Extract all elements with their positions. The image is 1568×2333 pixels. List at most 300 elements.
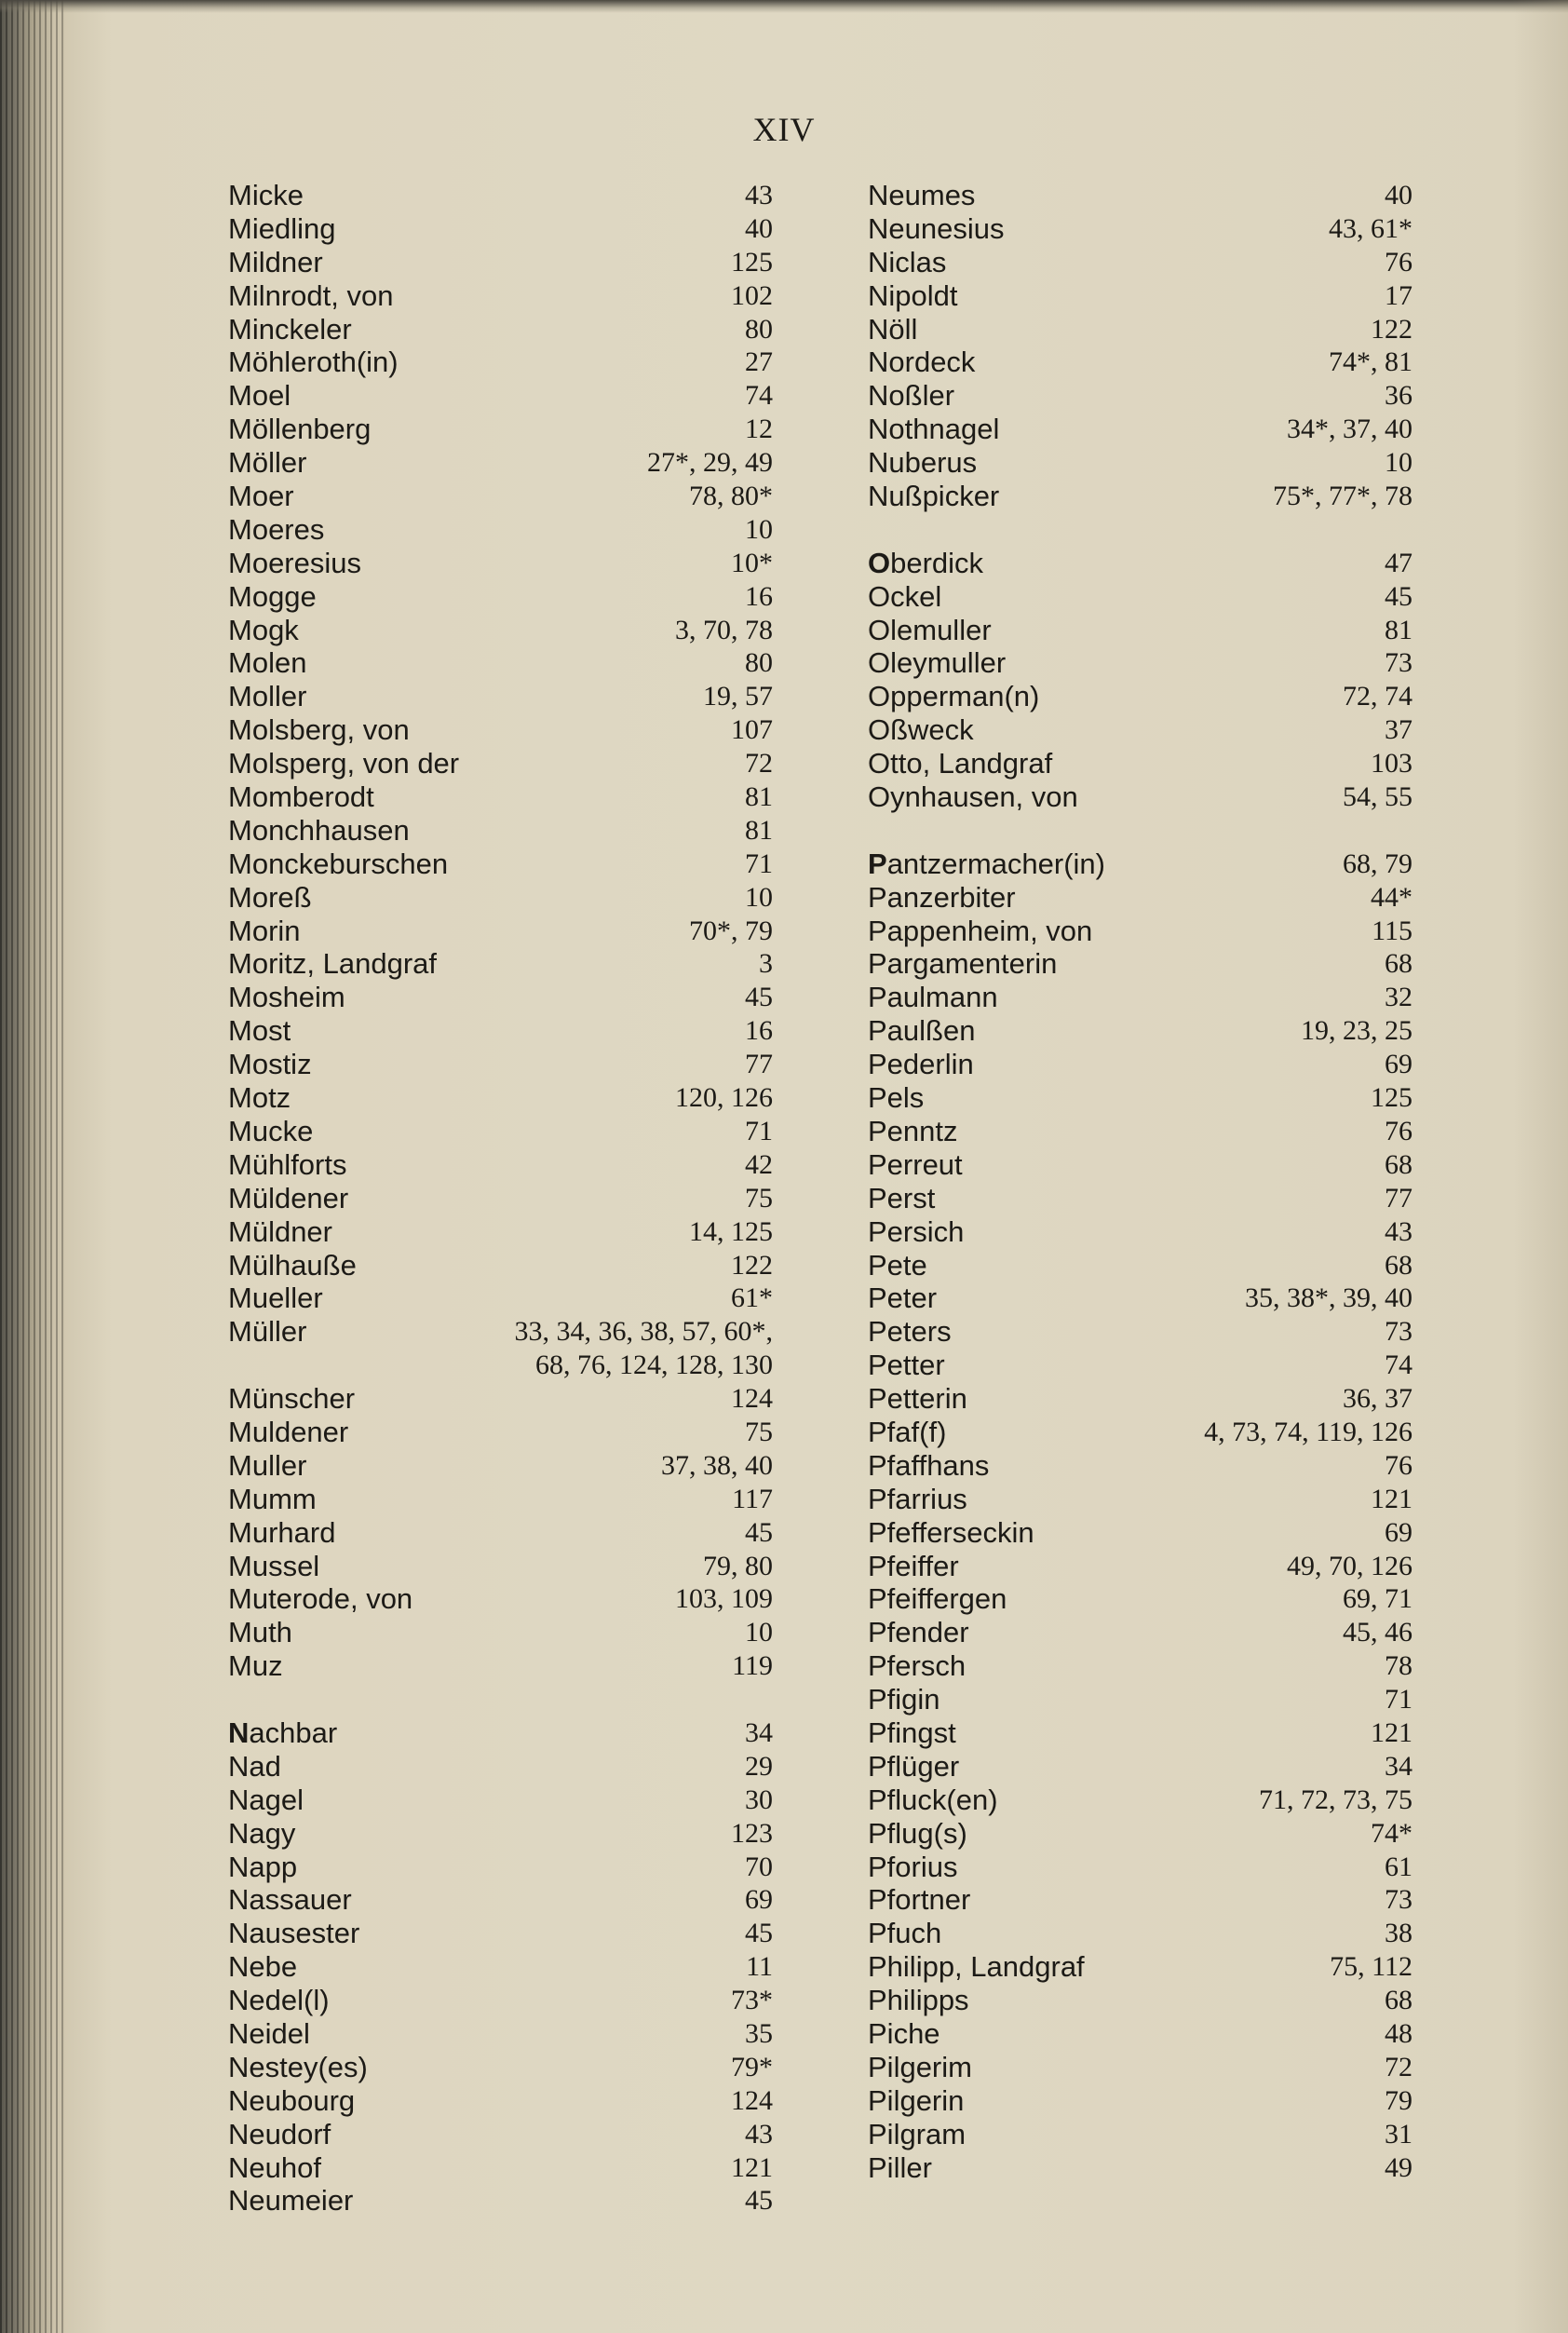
index-entry-name: Pfefferseckin (868, 1515, 1034, 1549)
index-entry-pages: 79* (731, 2051, 773, 2082)
index-entry-name: Miedling (228, 211, 336, 245)
index-entry-pages: 73 (1385, 1884, 1413, 1916)
index-entry (868, 480, 1413, 513)
index-entry-pages: 3 (759, 948, 773, 980)
index-entry-pages: 74 (1385, 1350, 1413, 1381)
index-entry-pages: 76 (1385, 1115, 1413, 1146)
index-entry-name: Pete (868, 1248, 927, 1282)
index-entry-pages: 81 (745, 814, 773, 846)
index-entry-pages: 38 (1385, 1918, 1413, 1949)
index-entry-name: Pappenheim, von (868, 914, 1093, 947)
index-entry-pages: 49, 70, 126 (1287, 1550, 1413, 1581)
index-entry (868, 915, 1413, 948)
index-entry (228, 2084, 773, 2118)
page-stack-edges (0, 0, 65, 2333)
index-entry-name: Pfortner (868, 1883, 971, 1917)
index-entry (228, 1416, 773, 1449)
index-entry-name: Milnrodt, von (228, 278, 394, 312)
index-entry-name: Motz (228, 1081, 291, 1115)
index-entry (868, 1449, 1413, 1483)
section-gap (868, 513, 1413, 547)
index-entry (868, 1784, 1413, 1817)
index-entry-name: Most (228, 1014, 291, 1048)
index-entry (228, 814, 773, 848)
index-entry (228, 1249, 773, 1282)
index-entry (868, 1550, 1413, 1583)
index-entry (868, 713, 1413, 747)
index-entry-pages: 35 (745, 2018, 773, 2049)
index-entry-pages: 27 (745, 346, 773, 378)
index-entry-name: Neubourg (228, 2083, 356, 2117)
index-entry-pages: 115 (1372, 915, 1413, 946)
index-entry (868, 2051, 1413, 2084)
index-entry-name: Nad (228, 1749, 281, 1783)
index-entry-name: Müldener (228, 1181, 349, 1214)
index-entry (868, 1984, 1413, 2017)
index-entry-pages: 48 (1385, 2017, 1413, 2049)
index-entry-name: Pforius (868, 1850, 958, 1883)
index-entry-pages: 70*, 79 (689, 915, 773, 946)
index-entry-name: Mülhauße (228, 1248, 357, 1282)
index-entry-name: Neunesius (868, 211, 1005, 245)
index-entry-name: Muldener (228, 1415, 349, 1448)
index-entry (868, 1649, 1413, 1683)
index-entry (228, 1048, 773, 1081)
index-entry-name: Penntz (868, 1114, 958, 1147)
index-entry (228, 1382, 773, 1416)
index-entry (868, 1249, 1413, 1282)
index-entry-pages: 68 (1385, 948, 1413, 980)
index-entry (228, 780, 773, 814)
index-entry-name: Molen (228, 646, 307, 680)
index-entry-name-rest: berdick (890, 546, 984, 579)
index-entry-pages: 42 (745, 1148, 773, 1180)
index-entry-name: Paulßen (868, 1014, 976, 1048)
index-entry-pages: 3, 70, 78 (675, 614, 773, 645)
index-entry-pages: 72 (745, 748, 773, 780)
index-entry-name: Mostiz (228, 1048, 312, 1081)
index-entry-name: Nagel (228, 1783, 304, 1816)
index-entry-name: Pfuch (868, 1917, 942, 1950)
index-entry (228, 1148, 773, 1182)
index-entry-pages: 70 (745, 1851, 773, 1882)
index-entry-name: Müldner (228, 1214, 332, 1248)
index-entry (868, 614, 1413, 647)
index-entry-name: Pfeiffergen (868, 1582, 1007, 1616)
index-entry-name: Mussel (228, 1549, 320, 1582)
index-entry-name: Pfarrius (868, 1482, 967, 1515)
index-entry-name: Pfaffhans (868, 1448, 990, 1482)
index-entry (228, 413, 773, 446)
index-entry-pages: 79 (1385, 2084, 1413, 2116)
index-entry (868, 246, 1413, 279)
index-entry (228, 981, 773, 1014)
index-entry-name: Moeres (228, 512, 325, 546)
index-entry (228, 646, 773, 680)
index-entry-pages: 123 (731, 1817, 773, 1849)
index-entry-name: Nußpicker (868, 480, 1000, 513)
index-entry (228, 1649, 773, 1683)
index-entry-name: Olemuller (868, 613, 992, 646)
index-entry-pages: 10* (731, 547, 773, 578)
index-entry-pages: 76 (1385, 1449, 1413, 1481)
index-entry (868, 747, 1413, 780)
index-entry-pages: 124 (731, 2084, 773, 2116)
index-entry-name: Mosheim (228, 981, 345, 1014)
index-entry-name: Pfaf(f) (868, 1415, 947, 1448)
index-entry-name: Muterode, von (228, 1582, 413, 1616)
index-entry (228, 1750, 773, 1784)
index-entry (868, 981, 1413, 1014)
index-entry (228, 1917, 773, 1950)
index-entry-pages: 10 (745, 513, 773, 545)
index-entry (868, 1582, 1413, 1616)
index-entry (868, 1817, 1413, 1851)
index-entry (868, 1382, 1413, 1416)
index-entry (868, 2084, 1413, 2118)
index-entry-name: Moreß (228, 880, 312, 914)
index-entry (228, 179, 773, 212)
index-entry (868, 947, 1413, 981)
index-entry (868, 212, 1413, 246)
index-entry-name: Muth (228, 1616, 292, 1649)
index-entry-pages: 44* (1371, 881, 1413, 913)
index-entry (228, 1984, 773, 2017)
index-entry-pages: 81 (745, 781, 773, 813)
index-entry-name: Pfender (868, 1616, 969, 1649)
index-entry (228, 1817, 773, 1851)
section-initial-letter: N (228, 1716, 250, 1749)
index-entry-pages: 125 (1371, 1082, 1413, 1114)
index-entry-pages: 19, 57 (703, 681, 773, 712)
index-entry-pages: 4, 73, 74, 119, 126 (1204, 1416, 1413, 1447)
index-entry-name: Nöll (868, 312, 918, 346)
index-entry-name: Oleymuller (868, 646, 1007, 680)
index-entry-pages: 34*, 37, 40 (1287, 414, 1413, 445)
index-entry-pages: 68, 79 (1343, 848, 1413, 879)
index-entry-name: Pederlin (868, 1048, 974, 1081)
index-entry-pages: 72, 74 (1343, 681, 1413, 712)
index-entry-name: Niclas (868, 245, 947, 278)
index-entry (228, 480, 773, 513)
index-entry-name-rest: antzermacher(in) (886, 847, 1105, 880)
index-entry-pages: 37, 38, 40 (661, 1449, 773, 1481)
index-entry-name: Neumes (868, 179, 976, 211)
index-entry (228, 2151, 773, 2185)
index-entry (868, 279, 1413, 313)
index-entry-pages: 16 (745, 1015, 773, 1047)
index-entry-name: Pfluck(en) (868, 1783, 998, 1816)
index-entry (228, 1115, 773, 1148)
index-entry (228, 313, 773, 346)
index-entry (868, 1851, 1413, 1884)
index-entry (228, 1716, 773, 1750)
index-entry (868, 1616, 1413, 1649)
index-entry (228, 547, 773, 580)
index-entry-pages: 81 (1385, 614, 1413, 645)
index-entry (228, 1449, 773, 1483)
index-entry-name: Pfersch (868, 1649, 966, 1683)
index-entry-pages: 43 (745, 2118, 773, 2150)
index-entry (868, 1048, 1413, 1081)
index-entry-pages: 11 (746, 1951, 773, 1983)
index-entry-pages: 35, 38*, 39, 40 (1245, 1282, 1413, 1314)
index-entry-pages: 47 (1385, 547, 1413, 578)
index-entry-name: Mildner (228, 245, 323, 278)
index-entry (228, 1081, 773, 1115)
index-entry-name: Noßler (868, 379, 955, 413)
index-entry-name: Nebe (228, 1950, 298, 1984)
index-entry-pages: 31 (1385, 2118, 1413, 2150)
index-entry-pages: 73 (1385, 647, 1413, 679)
index-entry-name: Molsperg, von der (228, 747, 460, 780)
index-entry-pages: 54, 55 (1343, 781, 1413, 813)
index-entry (868, 1416, 1413, 1449)
index-entry (868, 1750, 1413, 1784)
index-entry-pages: 122 (731, 1249, 773, 1281)
index-entry (228, 1516, 773, 1550)
index-entry-name: Neuhof (228, 2150, 321, 2184)
index-entry-pages: 43, 61* (1329, 212, 1413, 244)
index-entry (228, 1582, 773, 1616)
index-entry-name: Pflug(s) (868, 1816, 967, 1850)
section-gap (228, 1683, 773, 1716)
index-entry-name-rest: achbar (249, 1716, 338, 1749)
index-entry-pages: 75, 112 (1330, 1951, 1413, 1983)
index-entry (868, 547, 1413, 580)
index-entry (868, 646, 1413, 680)
index-entry-name: Persich (868, 1214, 965, 1248)
index-entry-name: Molsberg, von (228, 713, 410, 747)
index-entry (868, 2151, 1413, 2185)
index-entry-pages: 107 (731, 714, 773, 746)
index-entry (868, 1950, 1413, 1984)
index-entry (868, 1917, 1413, 1950)
index-entry-name: Petter (868, 1349, 945, 1382)
index-entry (868, 1115, 1413, 1148)
index-entry-name: Muller (228, 1448, 307, 1482)
index-entry-pages: 45 (1385, 580, 1413, 612)
index-entry-pages: 10 (1385, 447, 1413, 479)
index-entry (868, 848, 1413, 881)
index-entry-pages: 68 (1385, 1249, 1413, 1281)
index-entry-name: Neidel (228, 2017, 310, 2050)
index-entry-pages-line: 68, 76, 124, 128, 130 (535, 1350, 773, 1381)
index-entry-name: Perst (868, 1181, 936, 1214)
index-entry-pages: 45, 46 (1343, 1617, 1413, 1648)
index-entry (228, 848, 773, 881)
index-entry-name: Otto, Landgraf (868, 747, 1053, 780)
index-entry (228, 747, 773, 780)
index-entry-name (868, 547, 983, 580)
index-entry (228, 279, 773, 313)
index-entry-name: Oynhausen, von (868, 780, 1078, 814)
index-entry (868, 1014, 1413, 1048)
top-shadow (0, 0, 1568, 13)
index-column-left (228, 179, 773, 2218)
index-entry-pages: 40 (745, 212, 773, 244)
index-entry-pages: 124 (731, 1383, 773, 1415)
index-entry-name: Monckeburschen (228, 847, 449, 880)
index-entry-name: Morin (228, 914, 301, 947)
index-entry (868, 680, 1413, 713)
index-entry-pages: 17 (1385, 279, 1413, 311)
index-entry-pages: 77 (1385, 1182, 1413, 1214)
index-entry (868, 413, 1413, 446)
index-entry-pages: 10 (745, 881, 773, 913)
index-entry-pages: 37 (1385, 714, 1413, 746)
index-entry-name: Piller (868, 2150, 932, 2184)
index-entry-pages: 45 (745, 1918, 773, 1949)
index-entry-pages (515, 1315, 774, 1382)
index-entry-pages: 103 (1371, 748, 1413, 780)
index-entry-name: Momberodt (228, 780, 374, 814)
index-entry-pages: 69 (1385, 1516, 1413, 1548)
right-vignette (1512, 0, 1568, 2333)
index-entry-pages: 68 (1385, 1148, 1413, 1180)
index-entry (868, 346, 1413, 379)
index-entry (228, 1215, 773, 1249)
index-entry (868, 1182, 1413, 1215)
index-entry (228, 1950, 773, 1984)
index-entry-name: Möllenberg (228, 413, 372, 446)
index-entry (228, 1014, 773, 1048)
index-entry-pages: 61 (1385, 1851, 1413, 1882)
index-entry-pages: 12 (745, 414, 773, 445)
index-entry-name: Pfingst (868, 1716, 956, 1749)
index-entry (228, 713, 773, 747)
index-entry-name: Pilgerim (868, 2050, 972, 2083)
index-entry-name: Pflüger (868, 1749, 960, 1783)
index-entry (868, 881, 1413, 915)
index-entry (868, 2118, 1413, 2151)
index-entry-name: Piche (868, 2016, 940, 2050)
index-entry (868, 1349, 1413, 1382)
index-entry (228, 346, 773, 379)
index-entry-name: Philipps (868, 1984, 969, 2017)
index-entry-pages: 72 (1385, 2051, 1413, 2082)
index-entry-pages: 49 (1385, 2151, 1413, 2183)
index-entry (868, 446, 1413, 480)
index-entry-name: Pargamenterin (868, 947, 1058, 981)
index-entry-name: Ockel (868, 579, 942, 613)
index-entry-pages: 74 (745, 380, 773, 412)
index-entry (228, 1282, 773, 1315)
index-entry (228, 1851, 773, 1884)
index-entry-pages: 27*, 29, 49 (647, 447, 773, 479)
index-entry (228, 1616, 773, 1649)
index-entry-pages: 74* (1371, 1817, 1413, 1849)
index-entry-name: Peter (868, 1282, 938, 1315)
index-entry-name: Perreut (868, 1147, 963, 1181)
index-entry (868, 780, 1413, 814)
index-entry (228, 2017, 773, 2051)
index-entry-name: Nordeck (868, 346, 976, 379)
index-entry-pages: 45 (745, 2185, 773, 2217)
index-entry (228, 580, 773, 614)
index-entry (228, 212, 773, 246)
index-entry-pages: 74*, 81 (1329, 346, 1413, 378)
index-entry (228, 2051, 773, 2084)
index-entry (868, 179, 1413, 212)
index-entry-pages: 125 (731, 246, 773, 278)
index-entry-name: Mogk (228, 613, 299, 646)
index-entry (228, 1883, 773, 1917)
index-entry-pages: 73 (1385, 1316, 1413, 1348)
index-entry-pages: 71 (1385, 1684, 1413, 1716)
index-entry-name: Pfeiffer (868, 1549, 959, 1582)
index-entry-pages: 69 (1385, 1049, 1413, 1080)
index-entry (228, 513, 773, 547)
index-entry-pages: 19, 23, 25 (1301, 1015, 1413, 1047)
section-gap (868, 814, 1413, 848)
index-entry (868, 313, 1413, 346)
index-entry-name: Möhleroth(in) (228, 346, 399, 379)
index-entry (228, 680, 773, 713)
index-entry-pages: 121 (1371, 1716, 1413, 1748)
index-entry-name: Napp (228, 1850, 298, 1883)
index-entry (228, 379, 773, 413)
index-entry-pages: 76 (1385, 246, 1413, 278)
section-initial-letter: P (868, 847, 887, 880)
index-entry (228, 947, 773, 981)
index-entry-pages: 36 (1385, 380, 1413, 412)
index-entry-name: Moel (228, 379, 291, 413)
index-entry-pages: 75 (745, 1182, 773, 1214)
index-entry-name: Nothnagel (868, 413, 1000, 446)
index-entry-name: Nestey(es) (228, 2050, 368, 2083)
index-entry-name: Müller (228, 1315, 307, 1349)
index-entry (228, 915, 773, 948)
index-entry-name: Münscher (228, 1382, 356, 1416)
index-entry-name: Nedel(l) (228, 1984, 330, 2017)
index-entry-name: Pilgram (868, 2117, 966, 2150)
index-entry (868, 1148, 1413, 1182)
index-entry-name: Möller (228, 446, 307, 480)
index-entry-pages: 75*, 77*, 78 (1273, 481, 1413, 512)
index-entry-pages: 45 (745, 1516, 773, 1548)
index-entry (868, 1483, 1413, 1516)
index-entry (228, 1784, 773, 1817)
index-entry (868, 1516, 1413, 1550)
index-entry (868, 1215, 1413, 1249)
index-entry-pages: 119 (732, 1650, 773, 1682)
index-entry-name: Philipp, Landgraf (868, 1950, 1085, 1984)
index-entry-name: Pels (868, 1081, 925, 1115)
index-entry-pages: 71 (745, 848, 773, 879)
index-entry-pages: 43 (745, 180, 773, 210)
index-entry-name: Moller (228, 680, 307, 713)
index-entry (868, 1081, 1413, 1115)
index-entry-name: Mueller (228, 1282, 323, 1315)
index-entry-pages: 14, 125 (689, 1215, 773, 1247)
index-entry-pages: 30 (745, 1784, 773, 1815)
index-entry (228, 1483, 773, 1516)
index-entry-pages: 69, 71 (1343, 1583, 1413, 1615)
index-entry-name: Paulmann (868, 981, 998, 1014)
index-entry-name: Muz (228, 1649, 283, 1683)
index-entry-pages: 45 (745, 982, 773, 1013)
index-entry-pages: 77 (745, 1049, 773, 1080)
index-entry (868, 580, 1413, 614)
index-entry-name: Murhard (228, 1515, 336, 1549)
index-entry (868, 1282, 1413, 1315)
index-column-right (868, 179, 1413, 2184)
index-entry-pages: 10 (745, 1617, 773, 1648)
index-entry-name: Minckeler (228, 312, 352, 346)
index-entry-name: Pilgerin (868, 2083, 965, 2117)
index-entry-pages-line: 33, 34, 36, 38, 57, 60*, (514, 1316, 773, 1348)
